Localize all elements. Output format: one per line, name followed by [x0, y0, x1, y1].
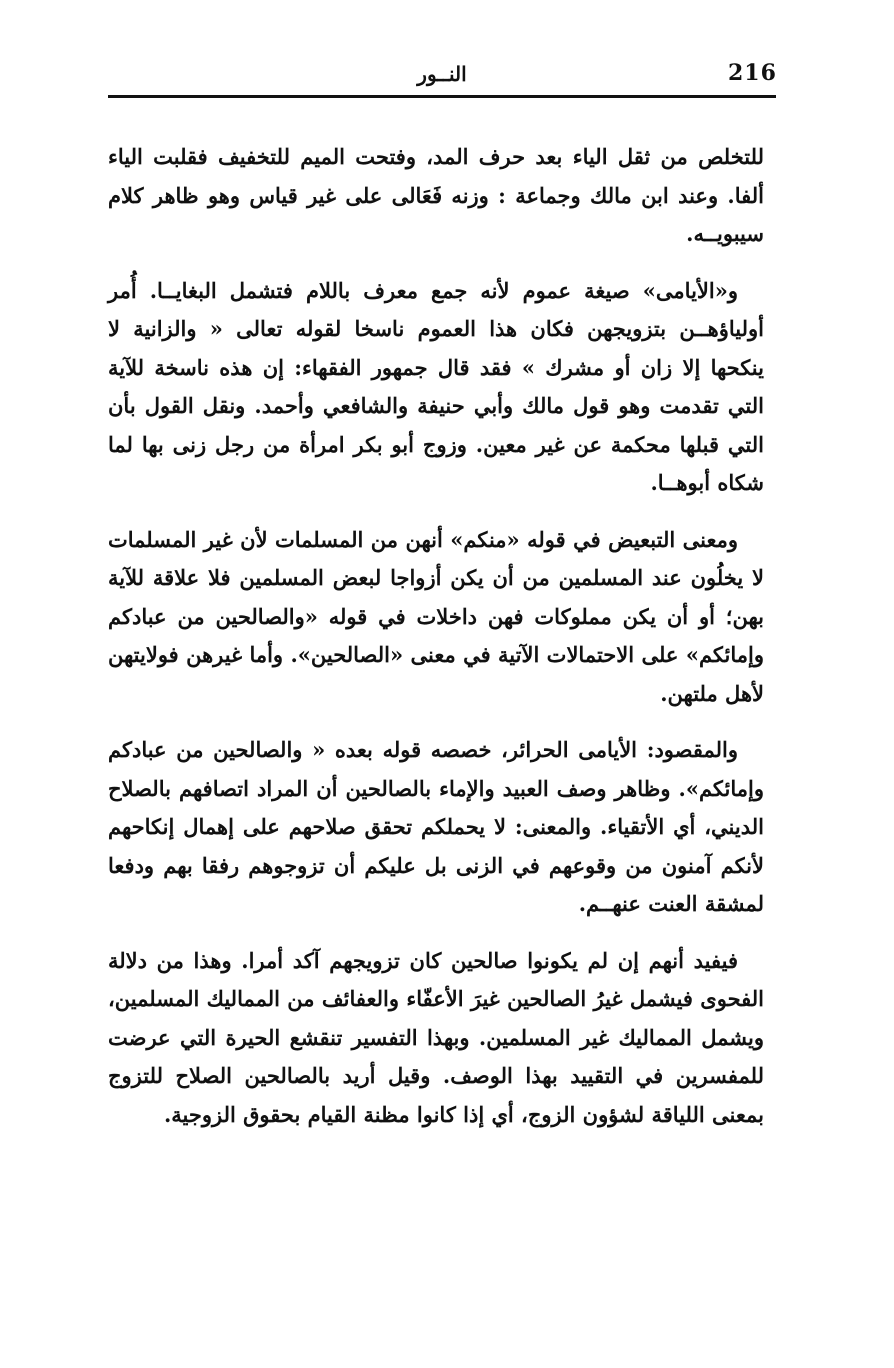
chapter-title: النــور [417, 62, 467, 86]
header-rule [108, 95, 776, 98]
paragraph: فيفيد أنهم إن لم يكونوا صالحين كان تزويجهم آكد أمرا. وهذا من دلالة الفحوى فيشمل غيرُ الصالحين غيرَ الأعفّاء والعفائف من المماليك المسلمين، ويشمل المماليك غير المسلمين. وبهذا التفسير تنقشع الحيرة التي عرضت للمفسرين في التقييد بهذا الوصف. وقيل أريد بالصالحين الصلاح للتزوج بمعنى اللياقة لشؤون الزوج، أي إذا كانوا مظنة القيام بحقوق الزوجية. [108, 947, 764, 1127]
page-body [108, 138, 764, 1152]
paragraph: و«الأيامى» صيغة عموم لأنه جمع معرف باللام فتشمل البغايــا. أُمر أولياؤهــن بتزويجهن فكان هذا العموم ناسخا لقوله تعالى « والزانية لا ينكحها إلا زان أو مشرك » فقد قال جمهور الفقهاء: إن هذه ناسخة للآية التي تقدمت وهو قول مالك وأبي حنيفة والشافعي وأحمد. ونقل القول بأن التي قبلها محكمة عن غير معين. وزوج أبو بكر امرأة من رجل زنى بها لما شكاه أبوهــا. [108, 277, 764, 495]
paragraph: ومعنى التبعيض في قوله «منكم» أنهن من المسلمات لأن غير المسلمات لا يخلُون عند المسلمين من أن يكن أزواجا لبعض المسلمين فلا علاقة للآية بهن؛ أو أن يكن مملوكات فهن داخلات في قوله «والصالحين من عبادكم وإمائكم» على الاحتمالات الآتية في معنى «الصالحين». وأما غيرهن فولايتهن لأهل ملتهن. [108, 526, 764, 706]
page-header [108, 52, 776, 98]
page-number: 216 [728, 60, 777, 86]
paragraph: والمقصود: الأيامى الحرائر، خصصه قوله بعده « والصالحين من عبادكم وإمائكم». وظاهر وصف العبيد والإماء بالصالحين أن المراد اتصافهم بالصلاح الديني، أي الأتقياء. والمعنى: لا يحملكم تحقق صلاحهم على إهمال إنكاحهم لأنكم آمنون من وقوعهم في الزنى بل عليكم أن تزوجوهم رفقا بهم ودفعا لمشقة العنت عنهــم. [108, 737, 764, 916]
paragraph: للتخلص من ثقل الياء بعد حرف المد، وفتحت الميم للتخفيف فقلبت الياء ألفا. وعند ابن مالك وجماعة : وزنه فَعَالى على غير قياس وهو ظاهر كلام سيبويــه. [108, 144, 764, 246]
